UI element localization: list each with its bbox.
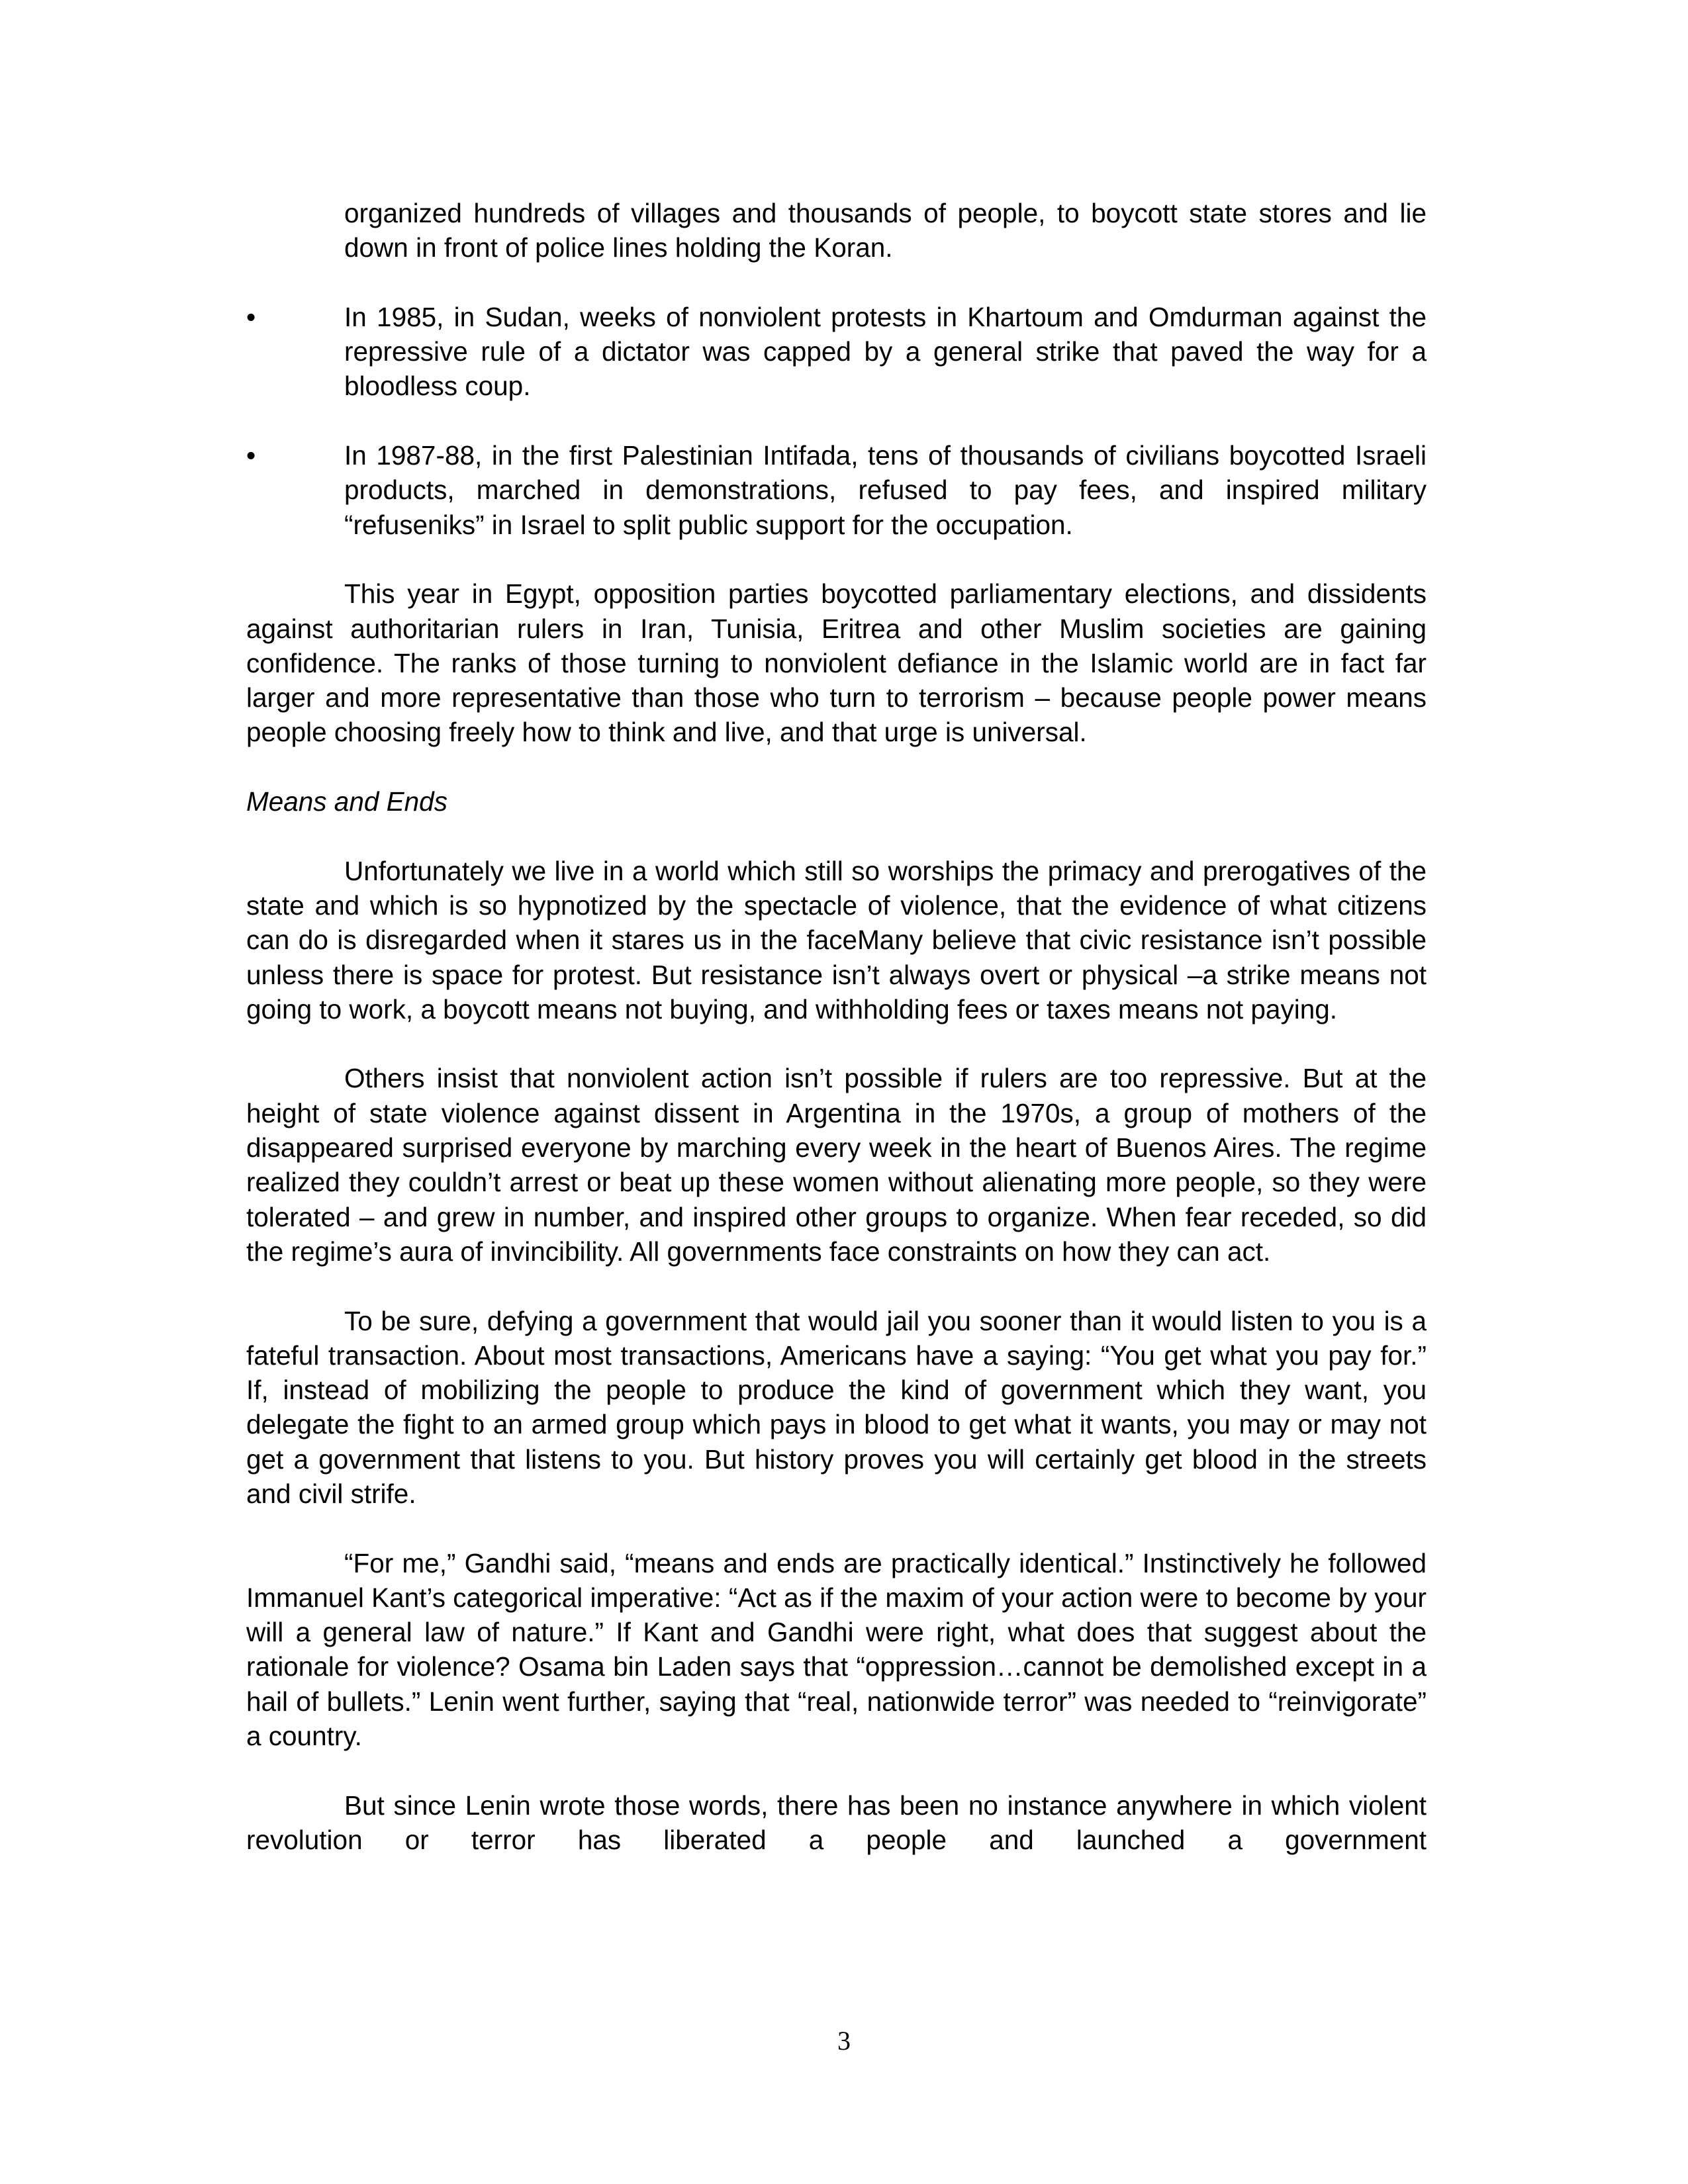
- bullet-icon: •: [246, 440, 256, 471]
- continued-bullet-text: organized hundreds of villages and thousands of people, to boycott state stores and lie down in front of police lines holding the Koran.: [344, 198, 1427, 263]
- bullet-item-sudan: [246, 300, 1427, 404]
- section-heading: [246, 784, 1427, 819]
- bullet-text: In 1987-88, in the first Palestinian Intifada, tens of thousands of civilians boycotted Israeli products, marched in demonstrations, refused to pay fees, and inspired military “refuseniks” in Israel to split public support for the occupation.: [344, 440, 1427, 540]
- paragraph: Unfortunately we live in a world which still so worships the primacy and prerogatives of the state and which is so hypnotized by the spectacle of violence, that the evidence of what citizens can do is disregarded when it stares us in the faceMany believe that civic resistance isn’t possible unless there is space for protest. But resistance isn’t always overt or physical –a strike means not going to work, a boycott means not buying, and withholding fees or taxes means not paying.: [246, 855, 1427, 1024]
- paragraph-egypt: This year in Egypt, opposition parties boycotted parliamentary elections, and dissidents against authoritarian rulers in Iran, Tunisia, Eritrea and other Muslim societies are gaining confidence. The ranks of those turning to nonviolent defiance in the Islamic world are in fact far larger and more representative than those who turn to terrorism – because people power means people choosing freely how to think and live, and that urge is universal.: [246, 578, 1427, 748]
- section-heading-text: Means and Ends: [246, 786, 447, 817]
- paragraph: “For me,” Gandhi said, “means and ends are practically identical.” Instinctively he followed Immanuel Kant’s categorical imperative: “Act as if the maxim of your action were to become by your will a general law of nature.” If Kant and Gandhi were right, what does that suggest about the rationale for violence? Osama bin Laden says that “oppression…cannot be demolished except in a hail of bullets.” Lenin went further, saying that “real, nationwide terror” was needed to “reinvigorate” a country.: [246, 1547, 1427, 1752]
- bullet-icon: •: [246, 301, 256, 332]
- paragraph: But since Lenin wrote those words, there has been no instance anywhere in which violent revolution or terror has liberated a people and launched a government: [246, 1790, 1427, 1855]
- page-body: [246, 196, 1427, 1892]
- page-number: 3: [837, 2026, 851, 2056]
- bullet-text: In 1985, in Sudan, weeks of nonviolent protests in Khartoum and Omdurman against the repressive rule of a dictator was capped by a general strike that paved the way for a bloodless coup.: [344, 301, 1427, 402]
- bullet-item-intifada: [246, 438, 1427, 542]
- paragraph: To be sure, defying a government that would jail you sooner than it would listen to you is a fateful transaction. About most transactions, Americans have a saying: “You get what you pay for.” If, instead of mobilizing the people to produce the kind of government which they want, you delegate the fight to an armed group which pays in blood to get what it wants, you may or may not get a government that listens to you. But history proves you will certainly get blood in the streets and civil strife.: [246, 1305, 1427, 1509]
- paragraph: Others insist that nonviolent action isn’t possible if rulers are too repressive. But at the height of state violence against dissent in Argentina in the 1970s, a group of mothers of the disappeared surprised everyone by marching every week in the heart of Buenos Aires. The regime realized they couldn’t arrest or beat up these women without alienating more people, so they were tolerated – and grew in number, and inspired other groups to organize. When fear receded, so did the regime’s aura of invincibility. All governments face constraints on how they can act.: [246, 1063, 1427, 1267]
